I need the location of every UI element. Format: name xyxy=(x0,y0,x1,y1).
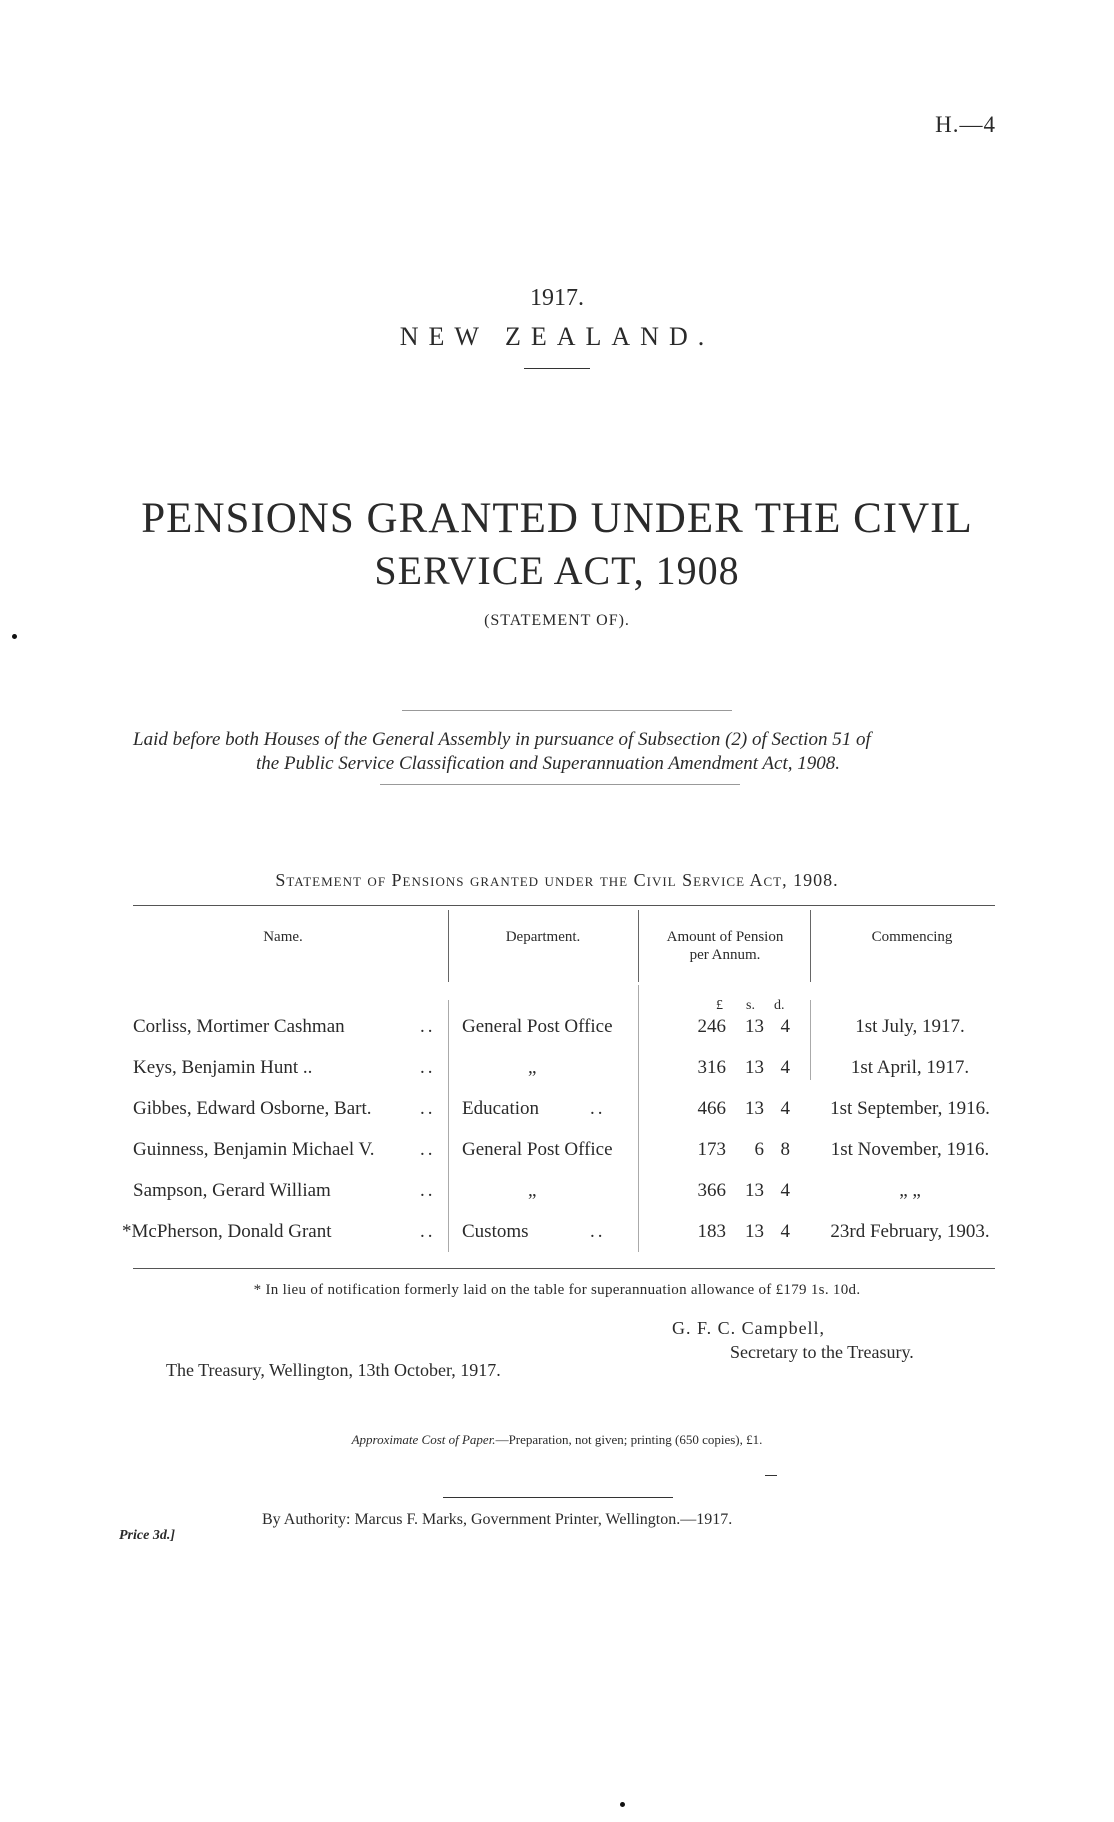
header-amount-line-1: Amount of Pension xyxy=(666,929,784,945)
amount-pence: 8 xyxy=(780,1139,790,1160)
department-dots: .. xyxy=(590,1098,606,1119)
commencing-date: 23rd February, 1903. xyxy=(830,1221,990,1242)
speck-mark xyxy=(12,634,17,639)
pensioner-name: Guinness, Benjamin Michael V. xyxy=(133,1139,375,1160)
place-and-date: The Treasury, Wellington, 13th October, 1917. xyxy=(166,1360,501,1380)
page-reference: H.—4 xyxy=(935,112,996,137)
table-row xyxy=(0,1057,1114,1087)
leader-dots: .. xyxy=(420,1016,436,1037)
cost-label: Approximate Cost of Paper. xyxy=(351,1432,496,1447)
unit-pounds: £ xyxy=(716,998,723,1013)
amount-pounds: 246 xyxy=(697,1016,726,1037)
table-row xyxy=(0,1098,1114,1128)
title-line-2: SERVICE ACT, 1908 xyxy=(374,548,740,593)
department: General Post Office xyxy=(462,1139,613,1160)
commencing-date: 1st September, 1916. xyxy=(830,1098,990,1119)
amount-shillings: 13 xyxy=(745,1057,764,1078)
amount-pounds: 183 xyxy=(697,1221,726,1242)
header-divider-3 xyxy=(810,910,811,982)
unit-shillings: s. xyxy=(746,998,755,1013)
commencing-date: 1st April, 1917. xyxy=(850,1057,970,1078)
amount-shillings: 6 xyxy=(754,1139,764,1160)
department: Customs xyxy=(462,1221,529,1242)
pensioner-name: Gibbes, Edward Osborne, Bart. xyxy=(133,1098,372,1119)
department-dots: .. xyxy=(590,1221,606,1242)
leader-dots: .. xyxy=(420,1139,436,1160)
leader-dots: .. xyxy=(420,1057,436,1078)
rule-below-laid xyxy=(380,784,740,785)
pensioner-name: Sampson, Gerard William xyxy=(133,1180,331,1201)
header-divider-2 xyxy=(638,910,639,982)
leader-dots: .. xyxy=(420,1180,436,1201)
table-row xyxy=(0,1016,1114,1046)
amount-pounds: 316 xyxy=(697,1057,726,1078)
footnote: * In lieu of notification formerly laid on the table for superannuation allowance of £179 1s. 10d. xyxy=(253,1282,861,1298)
header-amount xyxy=(640,928,810,964)
department: General Post Office xyxy=(462,1016,613,1037)
commencing-date: 1st July, 1917. xyxy=(855,1016,965,1037)
department: „ xyxy=(528,1180,537,1201)
commencing-date: „ „ xyxy=(899,1180,921,1201)
cost-text: —Preparation, not given; printing (650 copies), £1. xyxy=(495,1432,763,1447)
amount-pence: 4 xyxy=(780,1180,790,1201)
amount-shillings: 13 xyxy=(745,1180,764,1201)
pensioner-name: *McPherson, Donald Grant xyxy=(122,1221,332,1242)
cost-of-paper xyxy=(0,1432,1114,1448)
country-heading: NEW ZEALAND. xyxy=(399,322,715,351)
short-rule xyxy=(524,368,590,369)
table-title: Statement of Pensions granted under the Civil Service Act, 1908. xyxy=(275,870,839,890)
amount-pounds: 366 xyxy=(697,1180,726,1201)
signature-title: Secretary to the Treasury. xyxy=(730,1342,914,1362)
document-year: 1917. xyxy=(530,285,584,311)
table-bottom-rule xyxy=(133,1268,995,1269)
department: Education xyxy=(462,1098,540,1119)
commencing-date: 1st November, 1916. xyxy=(830,1139,990,1160)
table-row xyxy=(0,1139,1114,1169)
header-amount-line-2: per Annum. xyxy=(689,947,761,963)
signature-name: G. F. C. Campbell, xyxy=(672,1318,826,1338)
header-department: Department. xyxy=(505,929,581,945)
amount-shillings: 13 xyxy=(745,1016,764,1037)
speck-mark xyxy=(620,1802,625,1807)
amount-pence: 4 xyxy=(780,1098,790,1119)
department: „ xyxy=(528,1057,537,1078)
printer-authority: By Authority: Marcus F. Marks, Government Printer, Wellington.—1917. xyxy=(262,1511,733,1528)
amount-shillings: 13 xyxy=(745,1221,764,1242)
header-name: Name. xyxy=(263,929,303,945)
amount-pounds: 173 xyxy=(697,1139,726,1160)
amount-pounds: 466 xyxy=(697,1098,726,1119)
laid-line-2: the Public Service Classification and Superannuation Amendment Act, 1908. xyxy=(256,753,840,774)
laid-line-1: Laid before both Houses of the General Assembly in pursuance of Subsection (2) of Section 51 of xyxy=(133,729,871,750)
table-top-rule xyxy=(133,905,995,906)
rule-above-laid xyxy=(402,710,732,711)
pensioner-name: Keys, Benjamin Hunt .. xyxy=(133,1057,313,1078)
amount-pence: 4 xyxy=(780,1057,790,1078)
short-dash xyxy=(765,1475,777,1476)
amount-pence: 4 xyxy=(780,1221,790,1242)
price: Price 3d.] xyxy=(119,1528,175,1543)
unit-pence: d. xyxy=(774,998,785,1013)
rule-above-authority xyxy=(443,1497,673,1498)
subtitle: (STATEMENT OF). xyxy=(484,612,630,629)
pensioner-name: Corliss, Mortimer Cashman xyxy=(133,1016,345,1037)
header-divider-1 xyxy=(448,910,449,982)
laid-before-statement xyxy=(133,728,1003,776)
table-row xyxy=(0,1221,1114,1251)
leader-dots: .. xyxy=(420,1098,436,1119)
header-commencing: Commencing xyxy=(871,929,953,945)
leader-dots: .. xyxy=(420,1221,436,1242)
title-line-1: PENSIONS GRANTED UNDER THE CIVIL xyxy=(141,495,973,542)
table-row xyxy=(0,1180,1114,1210)
amount-pence: 4 xyxy=(780,1016,790,1037)
amount-shillings: 13 xyxy=(745,1098,764,1119)
